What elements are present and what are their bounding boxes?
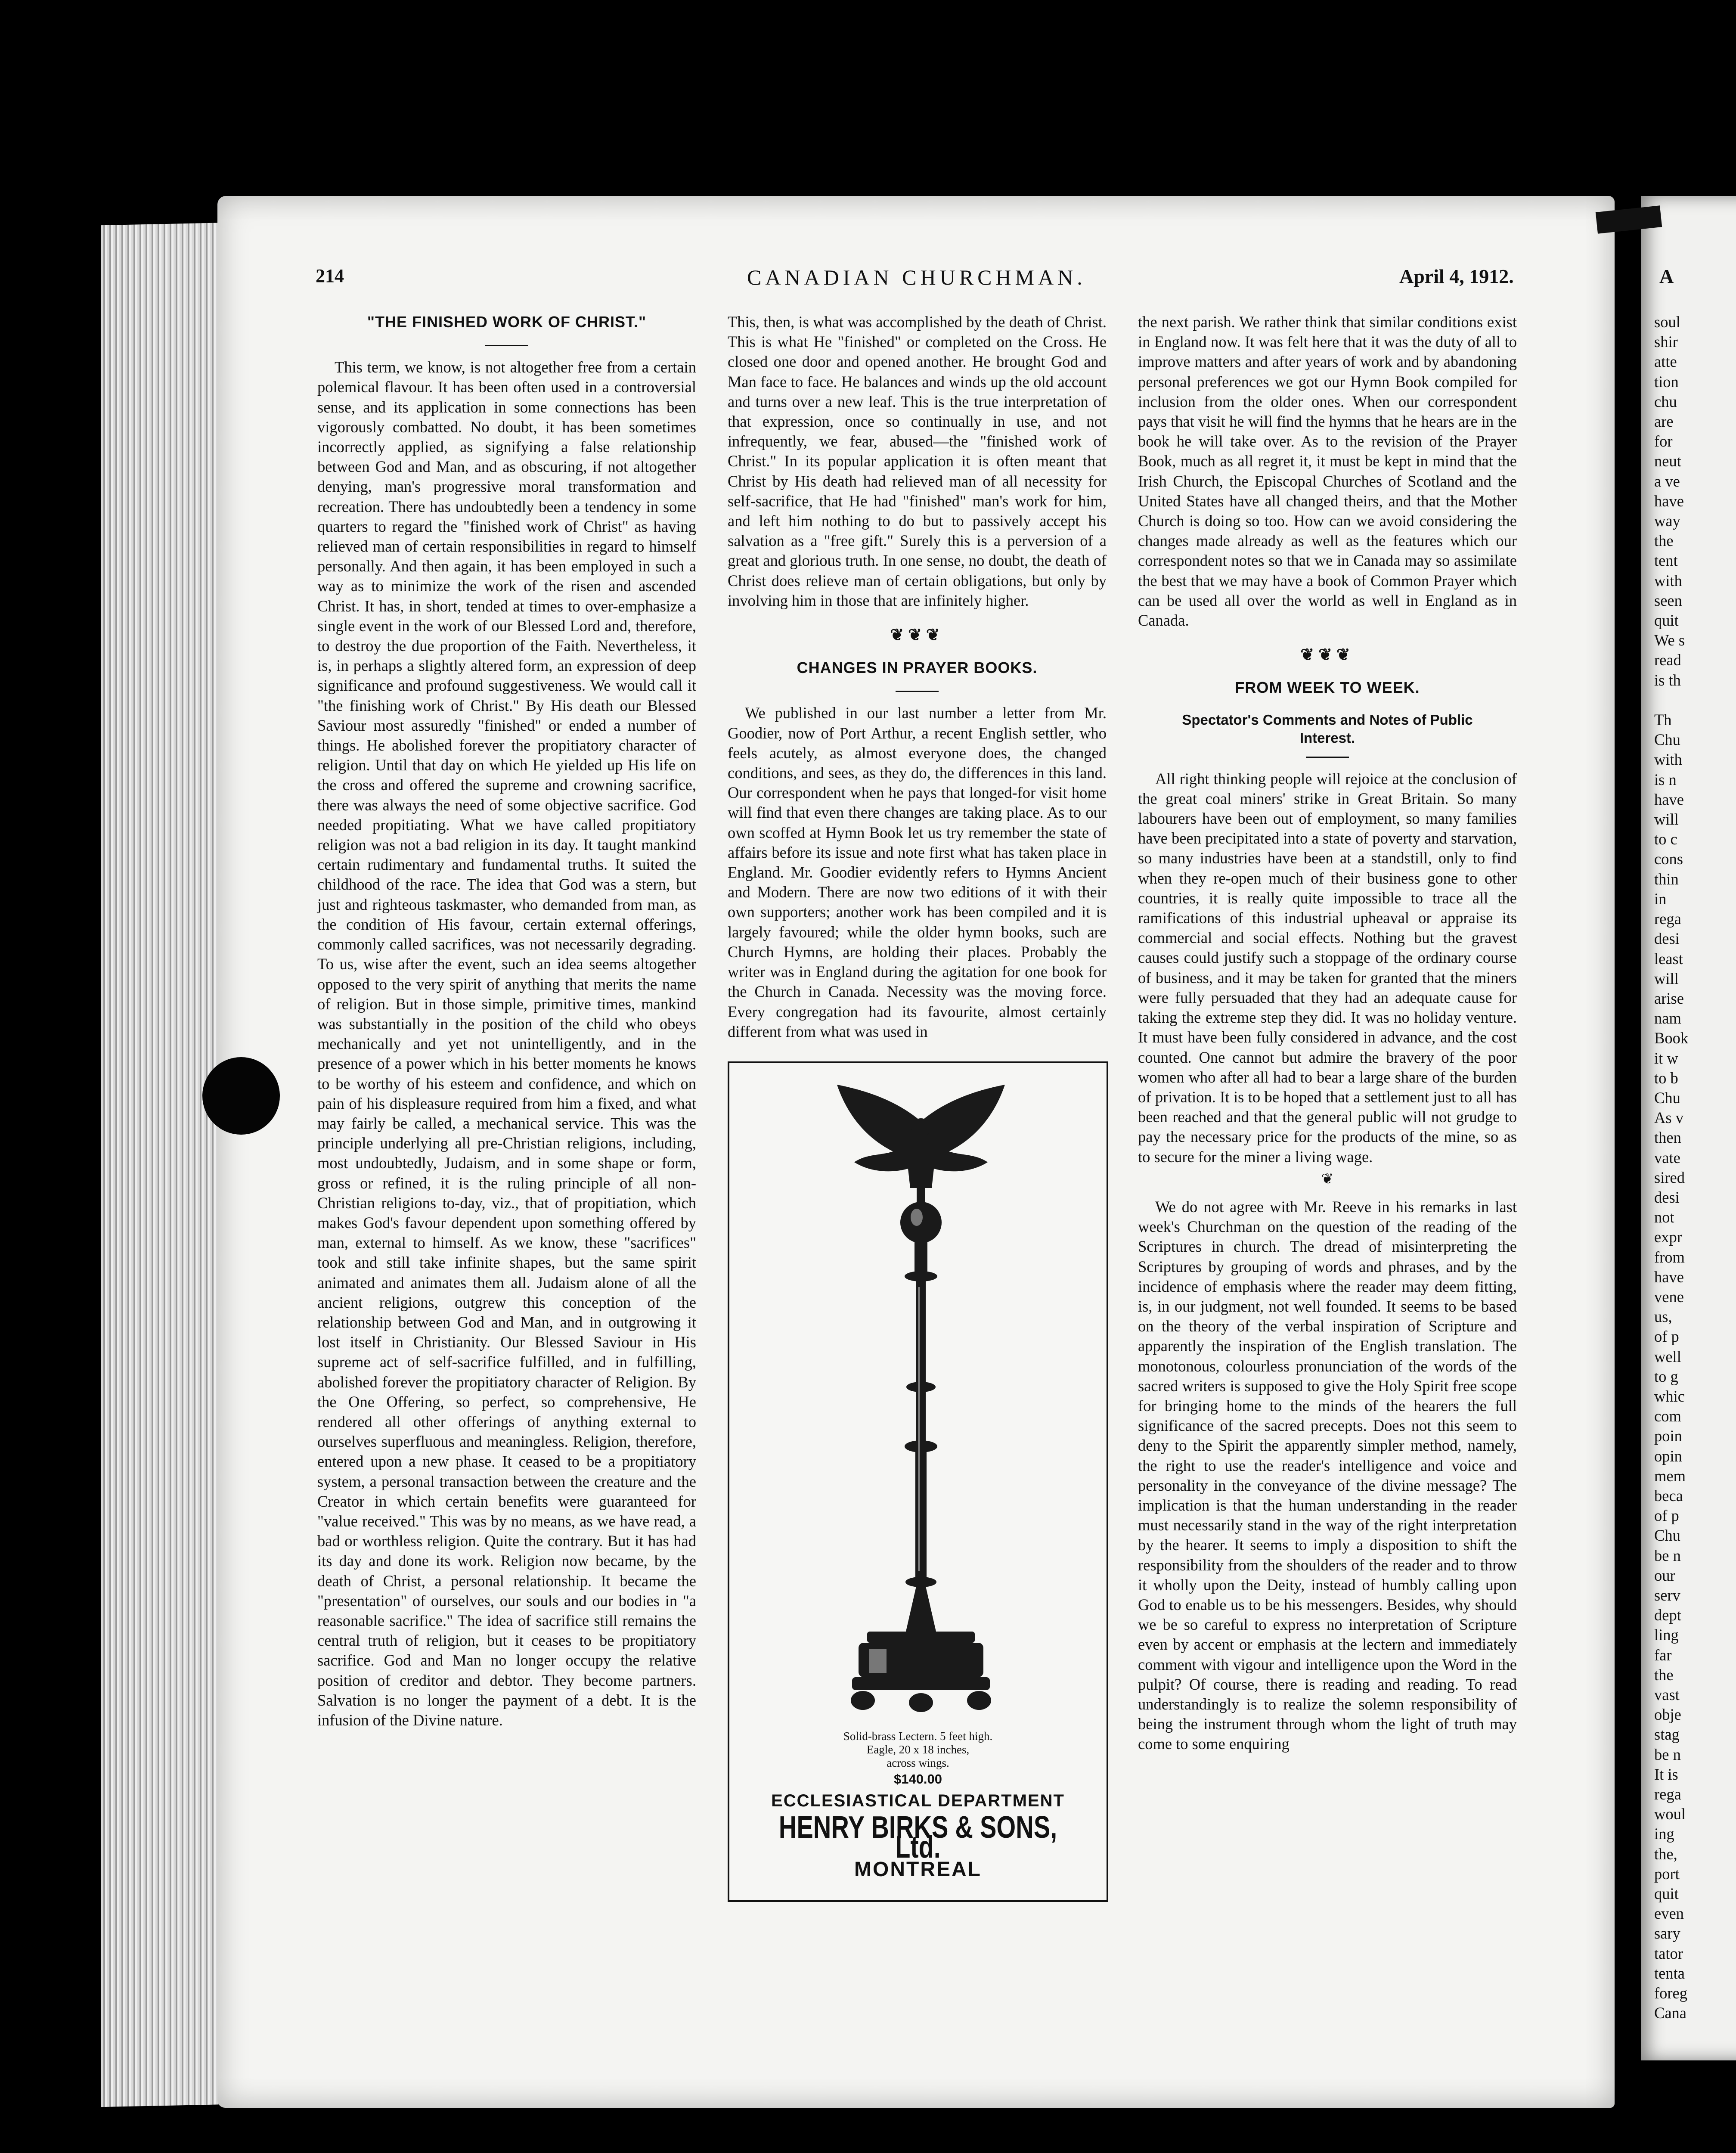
facing-page <box>1641 196 1736 2060</box>
facing-page-line: our <box>1654 1566 1675 1584</box>
facing-page-line: vate <box>1654 1148 1680 1166</box>
facing-page-line: shir <box>1654 333 1678 351</box>
week-to-week-subheading: Spectator's Comments and Notes of Public Interest. <box>1182 711 1473 746</box>
heading-rule <box>896 691 939 692</box>
masthead-title: CANADIAN CHURCHMAN. <box>747 265 1086 289</box>
facing-page-line: mem <box>1654 1467 1686 1485</box>
advert-caption-line: Solid-brass Lectern. 5 feet high. <box>843 1729 993 1743</box>
facing-page-line: stag <box>1654 1725 1680 1743</box>
facing-page-line: well <box>1654 1347 1681 1365</box>
prayer-books-paragraph-2: the next parish. We rather think that similar conditions exist in England now. It was felt here that it was the duty of all to improve matters and after years of work and by abandoning personal preferences we got our Hymn Book compiled for inclusion from the older ones. When our correspondent pays that visit he will find the hymns that he hears are in the book he will take over. As to the revision of the Prayer Book, much as all regret it, it must be kept in mind that the Irish Church, the Episcopal Churches of Scotland and the United States have all changed theirs, and that the Mother Church is doing so too. How can we avoid considering the changes made already as well as the features which our correspondent notes so that we in Canada may so assimilate the best that we may have a book of Common Prayer which can be used all over the world as well in England as in Canada. <box>1138 313 1517 630</box>
facing-page-line: least <box>1654 949 1683 968</box>
thumb-shadow <box>202 1057 280 1135</box>
finished-work-heading: "THE FINISHED WORK OF CHRIST." <box>367 313 647 331</box>
facing-page-line: the <box>1654 532 1674 550</box>
facing-page-line: Book <box>1654 1029 1689 1047</box>
facing-page-line: expr <box>1654 1228 1682 1246</box>
lectern-advertisement <box>728 1061 1108 1902</box>
facing-page-line: arise <box>1654 989 1684 1007</box>
facing-page-line: We s <box>1654 631 1685 649</box>
facing-page-line: be n <box>1654 1745 1681 1763</box>
week-to-week-paragraph-2: We do not agree with Mr. Reeve in his remarks in last week's Churchman on the question of the reading of the Scriptures in church. The dread of misinterpreting the Scriptures by grouping of words and phrases, and by the incidence of emphasis where the reader may deem fitting, is, in our judgment, not well founded. It seems to be based on the theory of the verbal inspiration of Scripture and apparently the inspiration of the English translation. The monotonous, colourless pronunciation of the words of the sacred writers is supposed to give the Holy Spirit free scope for bringing home to the minds of the hearers the full significance of the sacred precepts. Does not this seem to deny to the Spirit the apparently simpler method, namely, the right to use the reader's intelligence and voice and personality in the conveyance of the divine message? The implication is that the human understanding in the reader must necessarily stand in the way of the right interpretation by the hearer. It seems to imply a disposition to shift the responsibility from the shoulders of the reader and to throw it wholly upon the Deity, instead of humbly calling upon God to enable us to be his messengers. Besides, why should we be so careful to express no interpretation of Scripture even by accent or emphasis at the lectern and immediately comment with vigour and intelligence upon the Word in the pulpit? Of course, there is reading and reading. To read understandingly is to realize the solemn responsibility of being the instrument through whom the light of truth may come to some enquiring <box>1138 1197 1517 1753</box>
advert-caption <box>729 1730 1107 1770</box>
facing-page-line: vene <box>1654 1287 1684 1306</box>
facing-page-line: have <box>1654 1268 1684 1286</box>
facing-page-line: desi <box>1654 930 1680 948</box>
facing-page-line: from <box>1654 1248 1685 1266</box>
facing-page-header-fragment: A <box>1659 265 1674 287</box>
heading-rule <box>1306 757 1349 758</box>
facing-page-line: is th <box>1654 671 1681 689</box>
paragraph-mark: ❦ <box>1321 1171 1334 1187</box>
facing-page-line: desi <box>1654 1188 1680 1206</box>
column-middle <box>728 312 1107 1902</box>
facing-page-line: ing <box>1654 1825 1674 1843</box>
week-to-week-paragraph-1: All right thinking people will rejoice at the conclusion of the great coal miners' strike in Great Britain. So many labourers have been out of employment, so many families have been precipitated into a state of poverty and starvation, so many industries have been at a standstill, only to find when they re-open much of their business gone to other countries, it is really quite impossible to trace all the ramifications of this industrial upheaval or appraise its commercial and social effects. Nothing but the gravest causes could justify such a stoppage of the ordinary course of business, and it may be taken for granted that the miners were fully persuaded that they had an adequate cause for taking the extreme step they did. It was no holiday venture. It must have been fully considered in advance, and the cost counted. One cannot but admire the bravery of the poor women who after all had to bear a large share of the burden of privation. It is to be hoped that a settlement just to all has been reached and that the general public will not grudge to pay the necessary price for the products of the mine, so as to secure for the miner a living wage. <box>1138 769 1517 1166</box>
facing-page-line: will <box>1654 969 1679 987</box>
facing-page-line: the <box>1654 1666 1674 1684</box>
finished-work-paragraph-2: This, then, is what was accomplished by the death of Christ. This is what He "finished" or completed on the Cross. He closed one door and opened another. He brought God and Man face to face. He balances and winds up the old account and turns over a new leaf. This is the true interpretation of that expression, once so continually in use, and not infrequently, we fear, abused—the "finished work of Christ." In its popular application it is often meant that Christ by His death had relieved man of all necessity for self-sacrifice, that He had "finished" man's work for him, and left him nothing to do but to passively accept his salvation as a "free gift." Surely this is a perversion of a great and glorious truth. In one sense, no doubt, the death of Christ does relieve man of certain obligations, but only by involving him in those that are infinitely higher. <box>728 313 1107 609</box>
facing-page-line: chu <box>1654 392 1677 410</box>
advert-department: ECCLESIASTICAL DEPARTMENT <box>771 1791 1065 1810</box>
facing-page-line: Chu <box>1654 1089 1680 1107</box>
facing-page-line: neut <box>1654 452 1681 470</box>
facing-page-line: tent <box>1654 552 1678 570</box>
facing-page-line: ling <box>1654 1626 1679 1644</box>
facing-page-line: is n <box>1654 770 1677 788</box>
facing-page-line: tator <box>1654 1944 1683 1962</box>
facing-page-line: Chu <box>1654 1526 1680 1545</box>
facing-page-line: As v <box>1654 1109 1683 1127</box>
facing-page-line: atte <box>1654 353 1677 371</box>
facing-page-line: Th <box>1654 711 1672 729</box>
facing-page-line: of p <box>1654 1328 1679 1346</box>
facing-page-line: tion <box>1654 372 1679 391</box>
facing-page-line: beca <box>1654 1486 1683 1505</box>
facing-page-line: vast <box>1654 1686 1680 1704</box>
facing-page-line: poin <box>1654 1427 1682 1445</box>
advert-caption-line: Eagle, 20 x 18 inches, <box>866 1743 970 1756</box>
advert-price: $140.00 <box>893 1771 942 1787</box>
facing-page-line: soul <box>1654 313 1680 331</box>
newspaper-page <box>217 196 1615 2108</box>
facing-page-line: even <box>1654 1905 1684 1923</box>
facing-page-text <box>1654 312 1736 2023</box>
facing-page-line: will <box>1654 810 1679 828</box>
facing-page-line: woul <box>1654 1805 1686 1823</box>
issue-date: April 4, 1912. <box>1399 265 1514 287</box>
facing-page-line: foreg <box>1654 1984 1688 2002</box>
facing-page-line: us, <box>1654 1308 1672 1326</box>
facing-page-line: a ve <box>1654 472 1680 490</box>
facing-page-line: in <box>1654 890 1667 908</box>
book-page-edges <box>101 223 230 2107</box>
facing-page-line: rega <box>1654 1785 1681 1803</box>
facing-page-line: com <box>1654 1407 1681 1425</box>
facing-page-line: It is <box>1654 1765 1678 1783</box>
facing-page-line: have <box>1654 790 1684 808</box>
prayer-books-paragraph-1: We published in our last number a letter from Mr. Goodier, now of Port Arthur, a recent English settler, who feels acutely, as almost everyone does, the changed conditions, and sees, as they do, the differences in this land. Our correspondent when he pays that longed-for visit home will find that even there changes are taking place. As to our own scoffed at Hymn Book let us try remember the state of affairs before its issue and note first what has taken place in England. Mr. Goodier evidently refers to Hymns Ancient and Modern. There are now two editions of it with their own supporters; another work has been compiled and it is largely favoured; while the older hymn books, such are Church Hymns, are holding their places. Probably the writer was in England during the agitation for one book for the Church in Canada. Necessity was the moving force. Every congregation had its favourite, almost certainly different from what was used in <box>728 704 1107 1040</box>
facing-page-line: opin <box>1654 1447 1682 1465</box>
finished-work-paragraph-1: This term, we know, is not altogether free from a certain polemical flavour. It has been often used in a controversial sense, and its application in some connections has been vigorously combatted. No doubt, it has been sometimes incorrectly applied, as signifying a false relationship between God and Man, and as obscuring, if not altogether denying, man's progressive moral transformation and recreation. There has undoubtedly been a tendency in some quarters to regard the "finished work of Christ" as having relieved man of certain responsibilities in regard to himself personally. And then again, it has been employed in such a way as to minimize the work of the risen and ascended Christ. It has, in short, tended at times to over-emphasize a single event in the work of our Blessed Lord and, therefore, to destroy the due proportion of the Faith. Nevertheless, it is, in perhaps a slightly altered form, an expression of deep significance and profound suggestiveness. We would call it "the finishing work of Christ." By His death our Blessed Saviour most assuredly "finished" or ended a number of things. He abolished forever the propitiatory character of religion. Until that day on which He yielded up His life on the cross and offered the supreme and crowning sacrifice, there was always the need of some objective sacrifice. God needed propitiating. What we have called propitiatory religion was not a bad religion in its day. It taught mankind certain rudimentary and fundamental truths. It suited the childhood of the race. The idea that God was a stern, but just and righteous taskmaster, who demanded from man, as the condition of His favour, certain external offerings, commonly called sacrifices, was not necessarily degrading. To us, wise after the event, such an idea seems altogether opposed to the very spirit of anything that merits the name of religion. But in those simple, primitive times, mankind was substantially in the position of the child who obeys mechanically and yet not unintelligently, and in the presence of a power which in his better moments he knows to be worthy of his esteem and confidence, and which on pain of his displeasure required from him a fixed, and what may fairly be called, a mechanical service. This was the principle underlying all pre-Christian religions, including, most undoubtedly, Judaism, and in some shape or form, gross or refined, it is the ruling principle of all non-Christian religions to-day, viz., that of propitiation, which makes God's favour dependent upon something offered by man, external to himself. As we know, these "sacrifices" took and still take infinite shapes, but the same spirit animated and animates them all. Judaism alone of all the ancient religions, outgrew this conception of the relationship between God and Man, and in outgrowing it lost itself in Christianity. Our Blessed Saviour in His supreme act of self-sacrifice fulfilled, and in fulfilling, abolished forever the propitiatory character of Religion. By the One Offering, so perfect, so comprehensive, He rendered all other offerings of anything external to ourselves superfluous and meaningless. Religion, therefore, entered upon a new phase. It ceased to be a propitiatory system, a personal transaction between the creature and the Creator in which certain benefits were guaranteed for "value received." This was by no means, as we have read, a bad or worthless religion. Quite the contrary. But it has had its day and done its work. Religion now became, by the death of Christ, a personal relationship. It became the "presentation" of ourselves, our souls and our bodies in "a reasonable sacrifice." The idea of sacrifice still remains the central truth of religion, but it ceases to be propitiatory sacrifice. God and Man no longer occupy the relative position of creditor and debtor. They become partners. Salvation is no longer the payment of a debt. It is the infusion of the Divine nature. <box>317 358 696 1729</box>
facing-page-line: with <box>1654 751 1682 769</box>
facing-page-line: tenta <box>1654 1964 1685 1982</box>
facing-page-line: the, <box>1654 1845 1677 1863</box>
facing-page-line: quit <box>1654 611 1679 630</box>
brass-lectern-eagle-image <box>828 1080 1014 1718</box>
facing-page-line: quit <box>1654 1885 1679 1903</box>
facing-page-line: port <box>1654 1864 1680 1883</box>
facing-page-line: of p <box>1654 1507 1679 1525</box>
facing-page-line <box>1654 690 1736 710</box>
section-separator: ❦❦❦ <box>1300 646 1355 664</box>
section-separator: ❦❦❦ <box>890 626 944 645</box>
facing-page-line: thin <box>1654 870 1679 888</box>
column-right <box>1138 312 1517 1754</box>
facing-page-line: nam <box>1654 1009 1681 1027</box>
page-number: 214 <box>316 265 344 286</box>
advert-firm-name: HENRY BIRKS & SONS, Ltd. <box>778 1810 1057 1865</box>
facing-page-line: with <box>1654 571 1682 589</box>
facing-page-line: are <box>1654 413 1674 431</box>
facing-page-line: obje <box>1654 1706 1681 1724</box>
facing-page-line: way <box>1654 512 1680 530</box>
column-left <box>317 312 696 1730</box>
facing-page-line: not <box>1654 1208 1674 1226</box>
facing-page-line: read <box>1654 651 1681 669</box>
facing-page-line: whic <box>1654 1387 1685 1405</box>
facing-page-line: be n <box>1654 1546 1681 1564</box>
facing-page-line: to c <box>1654 830 1677 848</box>
facing-page-line: rega <box>1654 910 1681 928</box>
week-to-week-heading: FROM WEEK TO WEEK. <box>1235 679 1420 697</box>
facing-page-line: sary <box>1654 1924 1680 1942</box>
prayer-books-heading: CHANGES IN PRAYER BOOKS. <box>797 659 1038 677</box>
facing-page-line: seen <box>1654 591 1682 609</box>
facing-page-line: have <box>1654 492 1684 510</box>
facing-page-line: cons <box>1654 850 1683 868</box>
facing-page-line: dept <box>1654 1606 1681 1624</box>
facing-page-line: serv <box>1654 1586 1680 1604</box>
facing-page-line: to b <box>1654 1069 1678 1087</box>
facing-page-line: Cana <box>1654 2004 1686 2022</box>
advert-city: MONTREAL <box>854 1858 982 1881</box>
facing-page-line: to g <box>1654 1367 1678 1385</box>
facing-page-line: sired <box>1654 1168 1685 1186</box>
page-header <box>217 265 1615 299</box>
facing-page-line: for <box>1654 432 1673 450</box>
facing-page-line: Chu <box>1654 731 1680 749</box>
facing-page-line: then <box>1654 1129 1681 1147</box>
facing-page-line: it w <box>1654 1049 1678 1067</box>
advert-caption-line: across wings. <box>887 1756 949 1769</box>
heading-rule <box>485 345 528 346</box>
facing-page-line: far <box>1654 1646 1672 1664</box>
